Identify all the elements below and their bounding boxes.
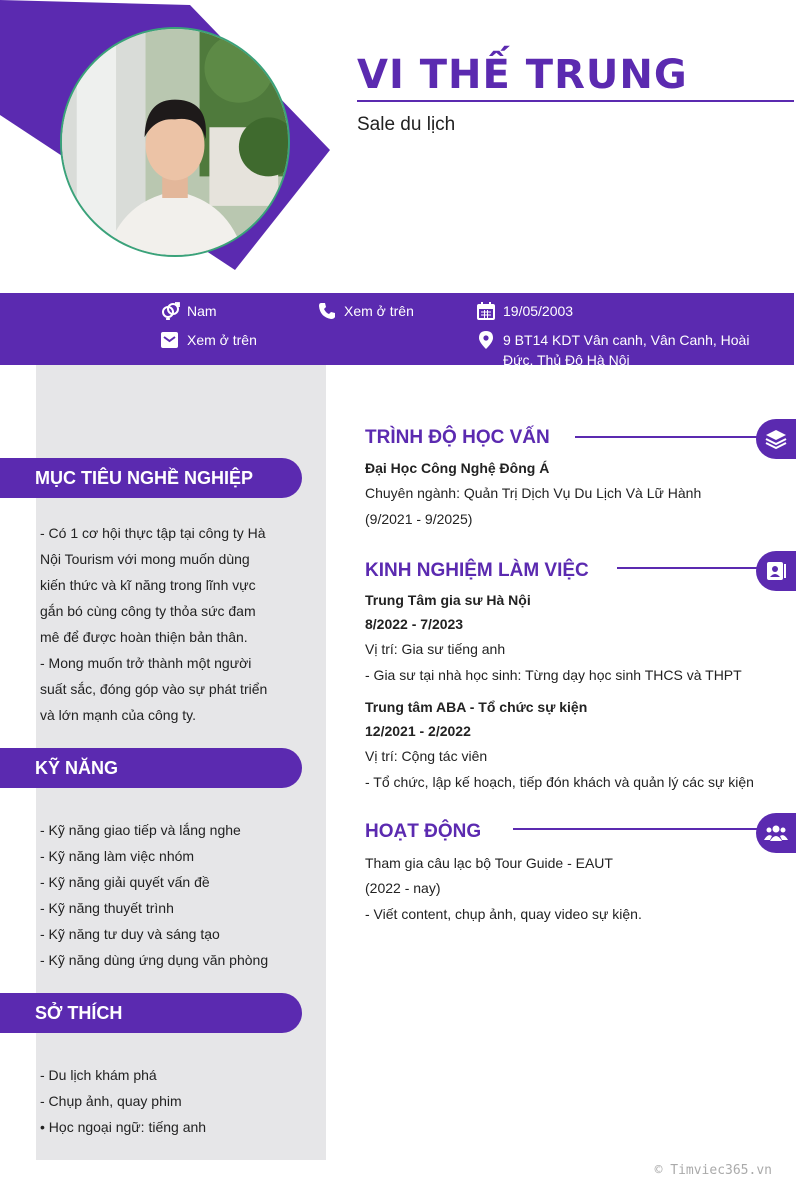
list-item: - Kỹ năng tư duy và sáng tạo — [40, 926, 220, 942]
hobbies-heading: SỞ THÍCH — [0, 993, 302, 1033]
objective-text — [40, 520, 268, 728]
education-divider — [575, 436, 760, 438]
contact-dob — [476, 301, 573, 321]
job-2-period: 12/2021 - 2/2022 — [365, 723, 471, 739]
education-school: Đại Học Công Nghệ Đông Á — [365, 460, 550, 476]
hobbies-list — [40, 1062, 310, 1140]
objective-line: gắn bó cùng công ty thỏa sức đam — [40, 603, 256, 619]
gender-value: Nam — [187, 303, 217, 319]
objective-line: - Có 1 cơ hội thực tập tại công ty Hà — [40, 525, 266, 541]
experience-icon-tab — [756, 551, 796, 591]
education-major: Chuyên ngành: Quản Trị Dịch Vụ Du Lịch Và Lữ Hành — [365, 485, 702, 501]
job-1-position: Vị trí: Gia sư tiếng anh — [365, 641, 506, 657]
calendar-icon — [476, 301, 496, 321]
objective-line: Nội Tourism với mong muốn dùng — [40, 551, 250, 567]
job-1-period: 8/2022 - 7/2023 — [365, 616, 464, 632]
list-item: - Kỹ năng làm việc nhóm — [40, 848, 195, 864]
contact-address — [476, 330, 753, 370]
education-heading: TRÌNH ĐỘ HỌC VẤN — [365, 427, 550, 448]
education-icon-tab — [756, 419, 796, 459]
contact-bar — [0, 293, 794, 368]
list-item: - Kỹ năng thuyết trình — [40, 900, 174, 916]
gender-icon — [160, 301, 180, 321]
job-1-description: - Gia sư tại nhà học sinh: Từng dạy học sinh THCS và THPT — [365, 667, 742, 683]
list-item: • Học ngoại ngữ: tiếng anh — [40, 1119, 207, 1135]
skills-list — [40, 817, 310, 973]
objective-line: và lớn mạnh của công ty. — [40, 707, 197, 723]
experience-divider — [617, 567, 760, 569]
layers-icon — [764, 427, 788, 451]
email-icon — [160, 330, 180, 350]
group-icon — [764, 821, 788, 845]
activities-icon-tab — [756, 813, 796, 853]
job-1-company: Trung Tâm gia sư Hà Nội — [365, 592, 531, 608]
contact-gender — [160, 301, 217, 321]
list-item: - Kỹ năng giải quyết vấn đề — [40, 874, 210, 890]
list-item: - Chụp ảnh, quay phim — [40, 1093, 182, 1109]
objective-line: - Mong muốn trở thành một người — [40, 655, 252, 671]
address-line-1: 9 BT14 KDT Vân canh, Vân Canh, Hoài — [503, 332, 750, 348]
address-value — [503, 330, 753, 370]
job-2-description: - Tổ chức, lập kế hoạch, tiếp đón khách và quản lý các sự kiện — [365, 774, 754, 790]
objective-line: mê để được hoàn thiện bản thân. — [40, 629, 248, 645]
activity-line-3: - Viết content, chụp ảnh, quay video sự kiện. — [365, 906, 642, 922]
activities-heading: HOẠT ĐỘNG — [365, 821, 482, 842]
objective-line: suất sắc, đóng góp vào sự phát triển — [40, 681, 268, 697]
candidate-name: VI THẾ TRUNG — [357, 52, 688, 98]
objective-heading: MỤC TIÊU NGHỀ NGHIỆP — [0, 458, 302, 498]
avatar-image — [62, 29, 288, 255]
list-item: - Kỹ năng giao tiếp và lắng nghe — [40, 822, 241, 838]
address-line-2: Đức, Thủ Đô Hà Nội — [503, 352, 630, 368]
experience-heading: KINH NGHIỆM LÀM VIỆC — [365, 560, 589, 581]
activities-divider — [513, 828, 760, 830]
contact-email — [160, 330, 257, 350]
education-period: (9/2021 - 9/2025) — [365, 511, 473, 527]
phone-value[interactable]: Xem ở trên — [344, 303, 414, 319]
email-value[interactable]: Xem ở trên — [187, 332, 257, 348]
list-item: - Kỹ năng dùng ứng dụng văn phòng — [40, 952, 269, 968]
skills-heading: KỸ NĂNG — [0, 748, 302, 788]
map-pin-icon — [476, 330, 496, 350]
job-2-position: Vị trí: Cộng tác viên — [365, 748, 488, 764]
job-2-company: Trung tâm ABA - Tổ chức sự kiện — [365, 699, 588, 715]
footer-watermark: © Timviec365.vn — [654, 1163, 772, 1178]
contact-phone — [317, 301, 414, 321]
objective-line: kiến thức và kĩ năng trong lĩnh vực — [40, 577, 256, 593]
dob-value: 19/05/2003 — [503, 303, 574, 319]
id-card-icon — [764, 559, 788, 583]
phone-icon — [317, 301, 337, 321]
list-item: - Du lịch khám phá — [40, 1067, 157, 1083]
activity-line-1: Tham gia câu lạc bộ Tour Guide - EAUT — [365, 855, 613, 871]
activity-line-2: (2022 - nay) — [365, 880, 441, 896]
name-divider — [357, 100, 794, 102]
job-title: Sale du lịch — [357, 114, 456, 135]
avatar — [60, 27, 290, 257]
